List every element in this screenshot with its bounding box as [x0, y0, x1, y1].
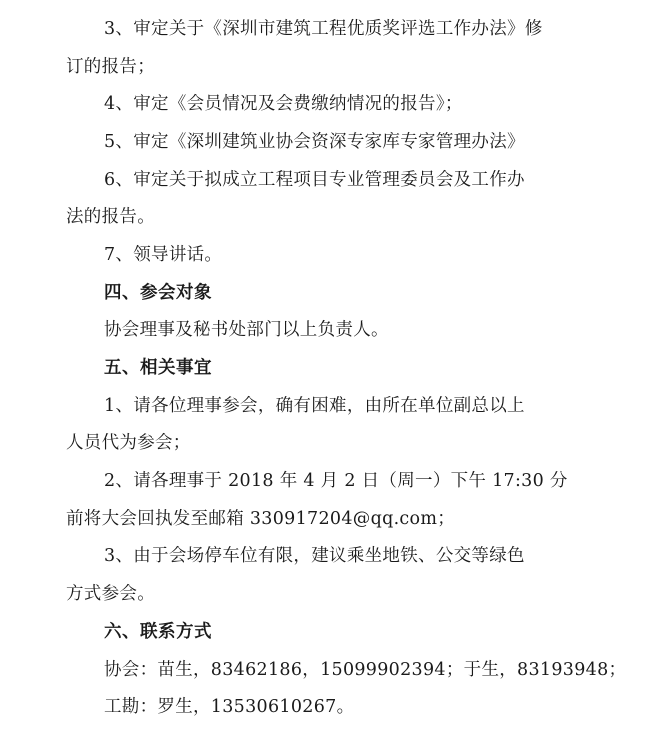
section-5-item-3-line-1: 3、由于会场停车位有限，建议乘坐地铁、公交等绿色	[104, 546, 525, 566]
contact-association: 协会：苗生，83462186，15099902394；于生，83193948；	[104, 660, 627, 680]
item-6-line-1: 6、审定关于拟成立工程项目专业管理委员会及工作办	[104, 170, 525, 190]
contact-survey: 工勘：罗生，13530610267。	[104, 697, 355, 717]
item-7: 7、领导讲话。	[104, 245, 223, 265]
section-5-item-1-line-1: 1、请各位理事参会，确有困难，由所在单位副总以上	[104, 396, 525, 416]
section-4-heading: 四、参会对象	[104, 283, 212, 303]
section-5-item-2-line-2: 前将大会回执发至邮箱 330917204@qq.com；	[66, 509, 456, 529]
section-5-heading: 五、相关事宜	[104, 358, 212, 378]
section-5-item-2-line-1: 2、请各理事于 2018 年 4 月 2 日（周一）下午 17:30 分	[104, 471, 568, 491]
section-5-item-1-line-2: 人员代为参会；	[66, 433, 191, 453]
section-4-text: 协会理事及秘书处部门以上负责人。	[104, 320, 389, 340]
item-5: 5、审定《深圳建筑业协会资深专家库专家管理办法》	[104, 132, 525, 152]
item-4: 4、审定《会员情况及会费缴纳情况的报告》；	[104, 94, 463, 114]
item-3-line-2: 订的报告；	[66, 57, 155, 77]
item-6-line-2: 法的报告。	[66, 207, 155, 227]
item-3-line-1: 3、审定关于《深圳市建筑工程优质奖评选工作办法》修	[104, 19, 543, 39]
section-6-heading: 六、联系方式	[104, 622, 212, 642]
section-5-item-3-line-2: 方式参会。	[66, 584, 155, 604]
